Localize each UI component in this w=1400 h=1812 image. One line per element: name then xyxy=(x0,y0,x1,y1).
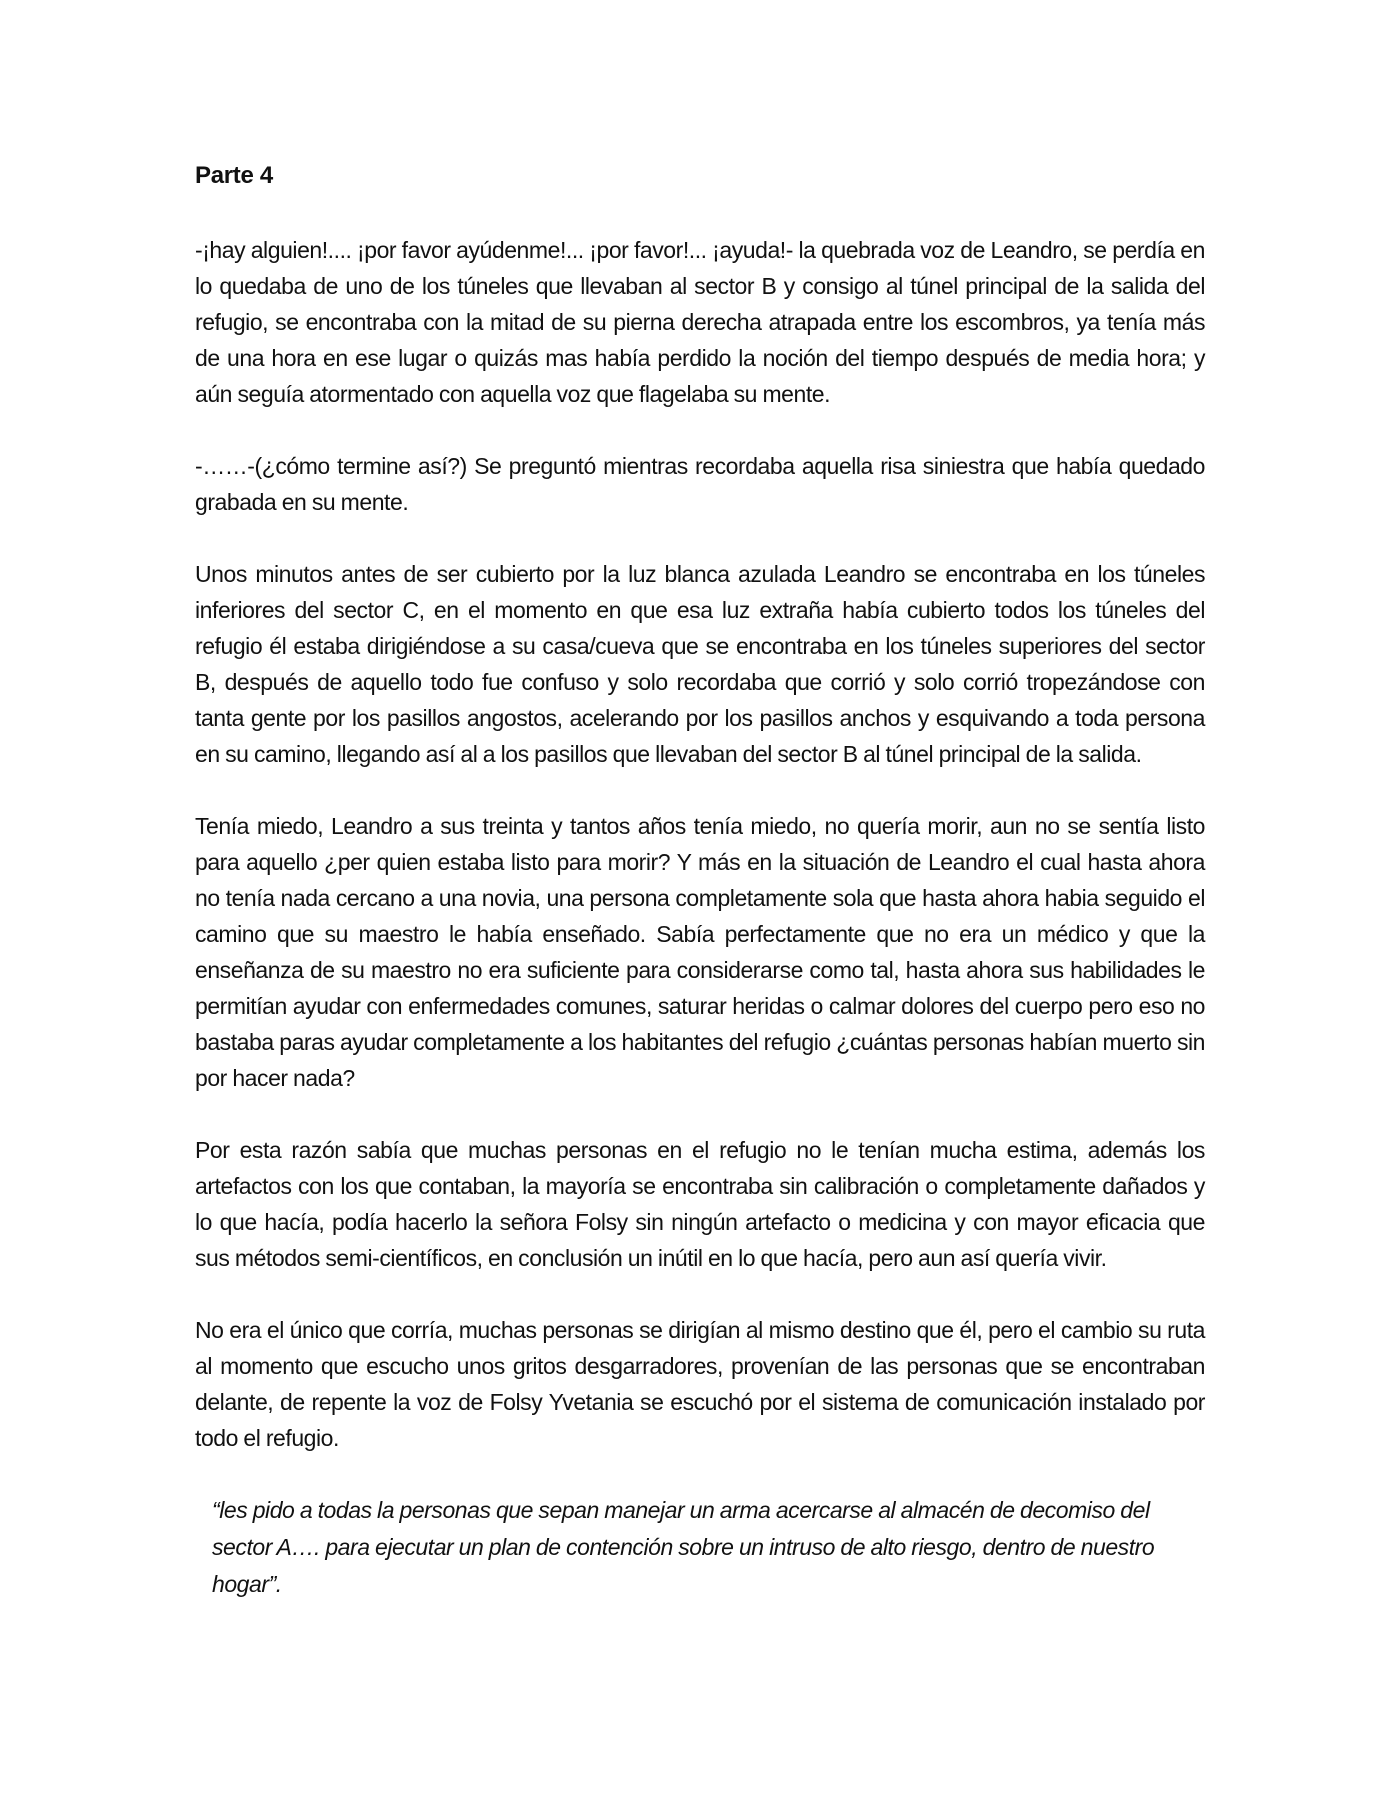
paragraph-reputation: Por esta razón sabía que muchas personas en el refugio no le tenían mucha estima, además los artefactos con los que contaban, la mayoría se encontraba sin calibración o completamente dañados y lo que hacía, podía hacerlo la señora Folsy sin ningún artefacto o medicina y con mayor eficacia que sus métodos semi-científicos, en conclusión un inútil en lo que hacía, pero aun así quería vivir. xyxy=(195,1137,1205,1271)
section-heading: Parte 4 xyxy=(195,162,273,189)
paragraph-recollection: -……-(¿cómo termine así?) Se preguntó mientras recordaba aquella risa siniestra que había quedado grabada en su mente. xyxy=(195,453,1205,515)
paragraph-fear: Tenía miedo, Leandro a sus treinta y tantos años tenía miedo, no quería morir, aun no se sentía listo para aquello ¿per quien estaba listo para morir? Y más en la situación de Leandro el cual hasta ahora no tenía nada cercano a una novia, una persona completamente sola que hasta ahora habia seguido el camino que su maestro le había enseñado. Sabía perfectamente que no era un médico y que la enseñanza de su maestro no era suficiente para considerarse como tal, hasta ahora sus habilidades le permitían ayudar con enfermedades comunes, saturar heridas o calmar dolores del cuerpo pero eso no bastaba paras ayudar completamente a los habitantes del refugio ¿cuántas personas habían muerto sin por hacer nada? xyxy=(195,813,1205,1091)
quoted-announcement: “les pido a todas la personas que sepan manejar un arma acercarse al almacén de decomiso del sector A…. para ejecutar un plan de contención sobre un intruso de alto riesgo, dentro de nuestro hogar”. xyxy=(212,1497,1155,1597)
document-body xyxy=(195,158,1205,1603)
paragraph-flashback: Unos minutos antes de ser cubierto por la luz blanca azulada Leandro se encontraba en los túneles inferiores del sector C, en el momento en que esa luz extraña había cubierto todos los túneles del refugio él estaba dirigiéndose a su casa/cueva que se encontraba en los túneles superiores del sector B, después de aquello todo fue confuso y solo recordaba que corrió y solo corrió tropezándose con tanta gente por los pasillos angostos, acelerando por los pasillos anchos y esquivando a toda persona en su camino, llegando así al a los pasillos que llevaban del sector B al túnel principal de la salida. xyxy=(195,561,1205,767)
paragraph-announcement: No era el único que corría, muchas personas se dirigían al mismo destino que él, pero el cambio su ruta al momento que escucho unos gritos desgarradores, provenían de las personas que se encontraban delante, de repente la voz de Folsy Yvetania se escuchó por el sistema de comunicación instalado por todo el refugio. xyxy=(195,1317,1205,1451)
paragraph-cry-for-help: -¡hay alguien!.... ¡por favor ayúdenme!... ¡por favor!... ¡ayuda!- la quebrada voz de Leandro, se perdía en lo quedaba de uno de los túneles que llevaban al sector B y consigo al túnel principal de la salida del refugio, se encontraba con la mitad de su pierna derecha atrapada entre los escombros, ya tenía más de una hora en ese lugar o quizás mas había perdido la noción del tiempo después de media hora; y aún seguía atormentado con aquella voz que flagelaba su mente. xyxy=(195,237,1205,407)
